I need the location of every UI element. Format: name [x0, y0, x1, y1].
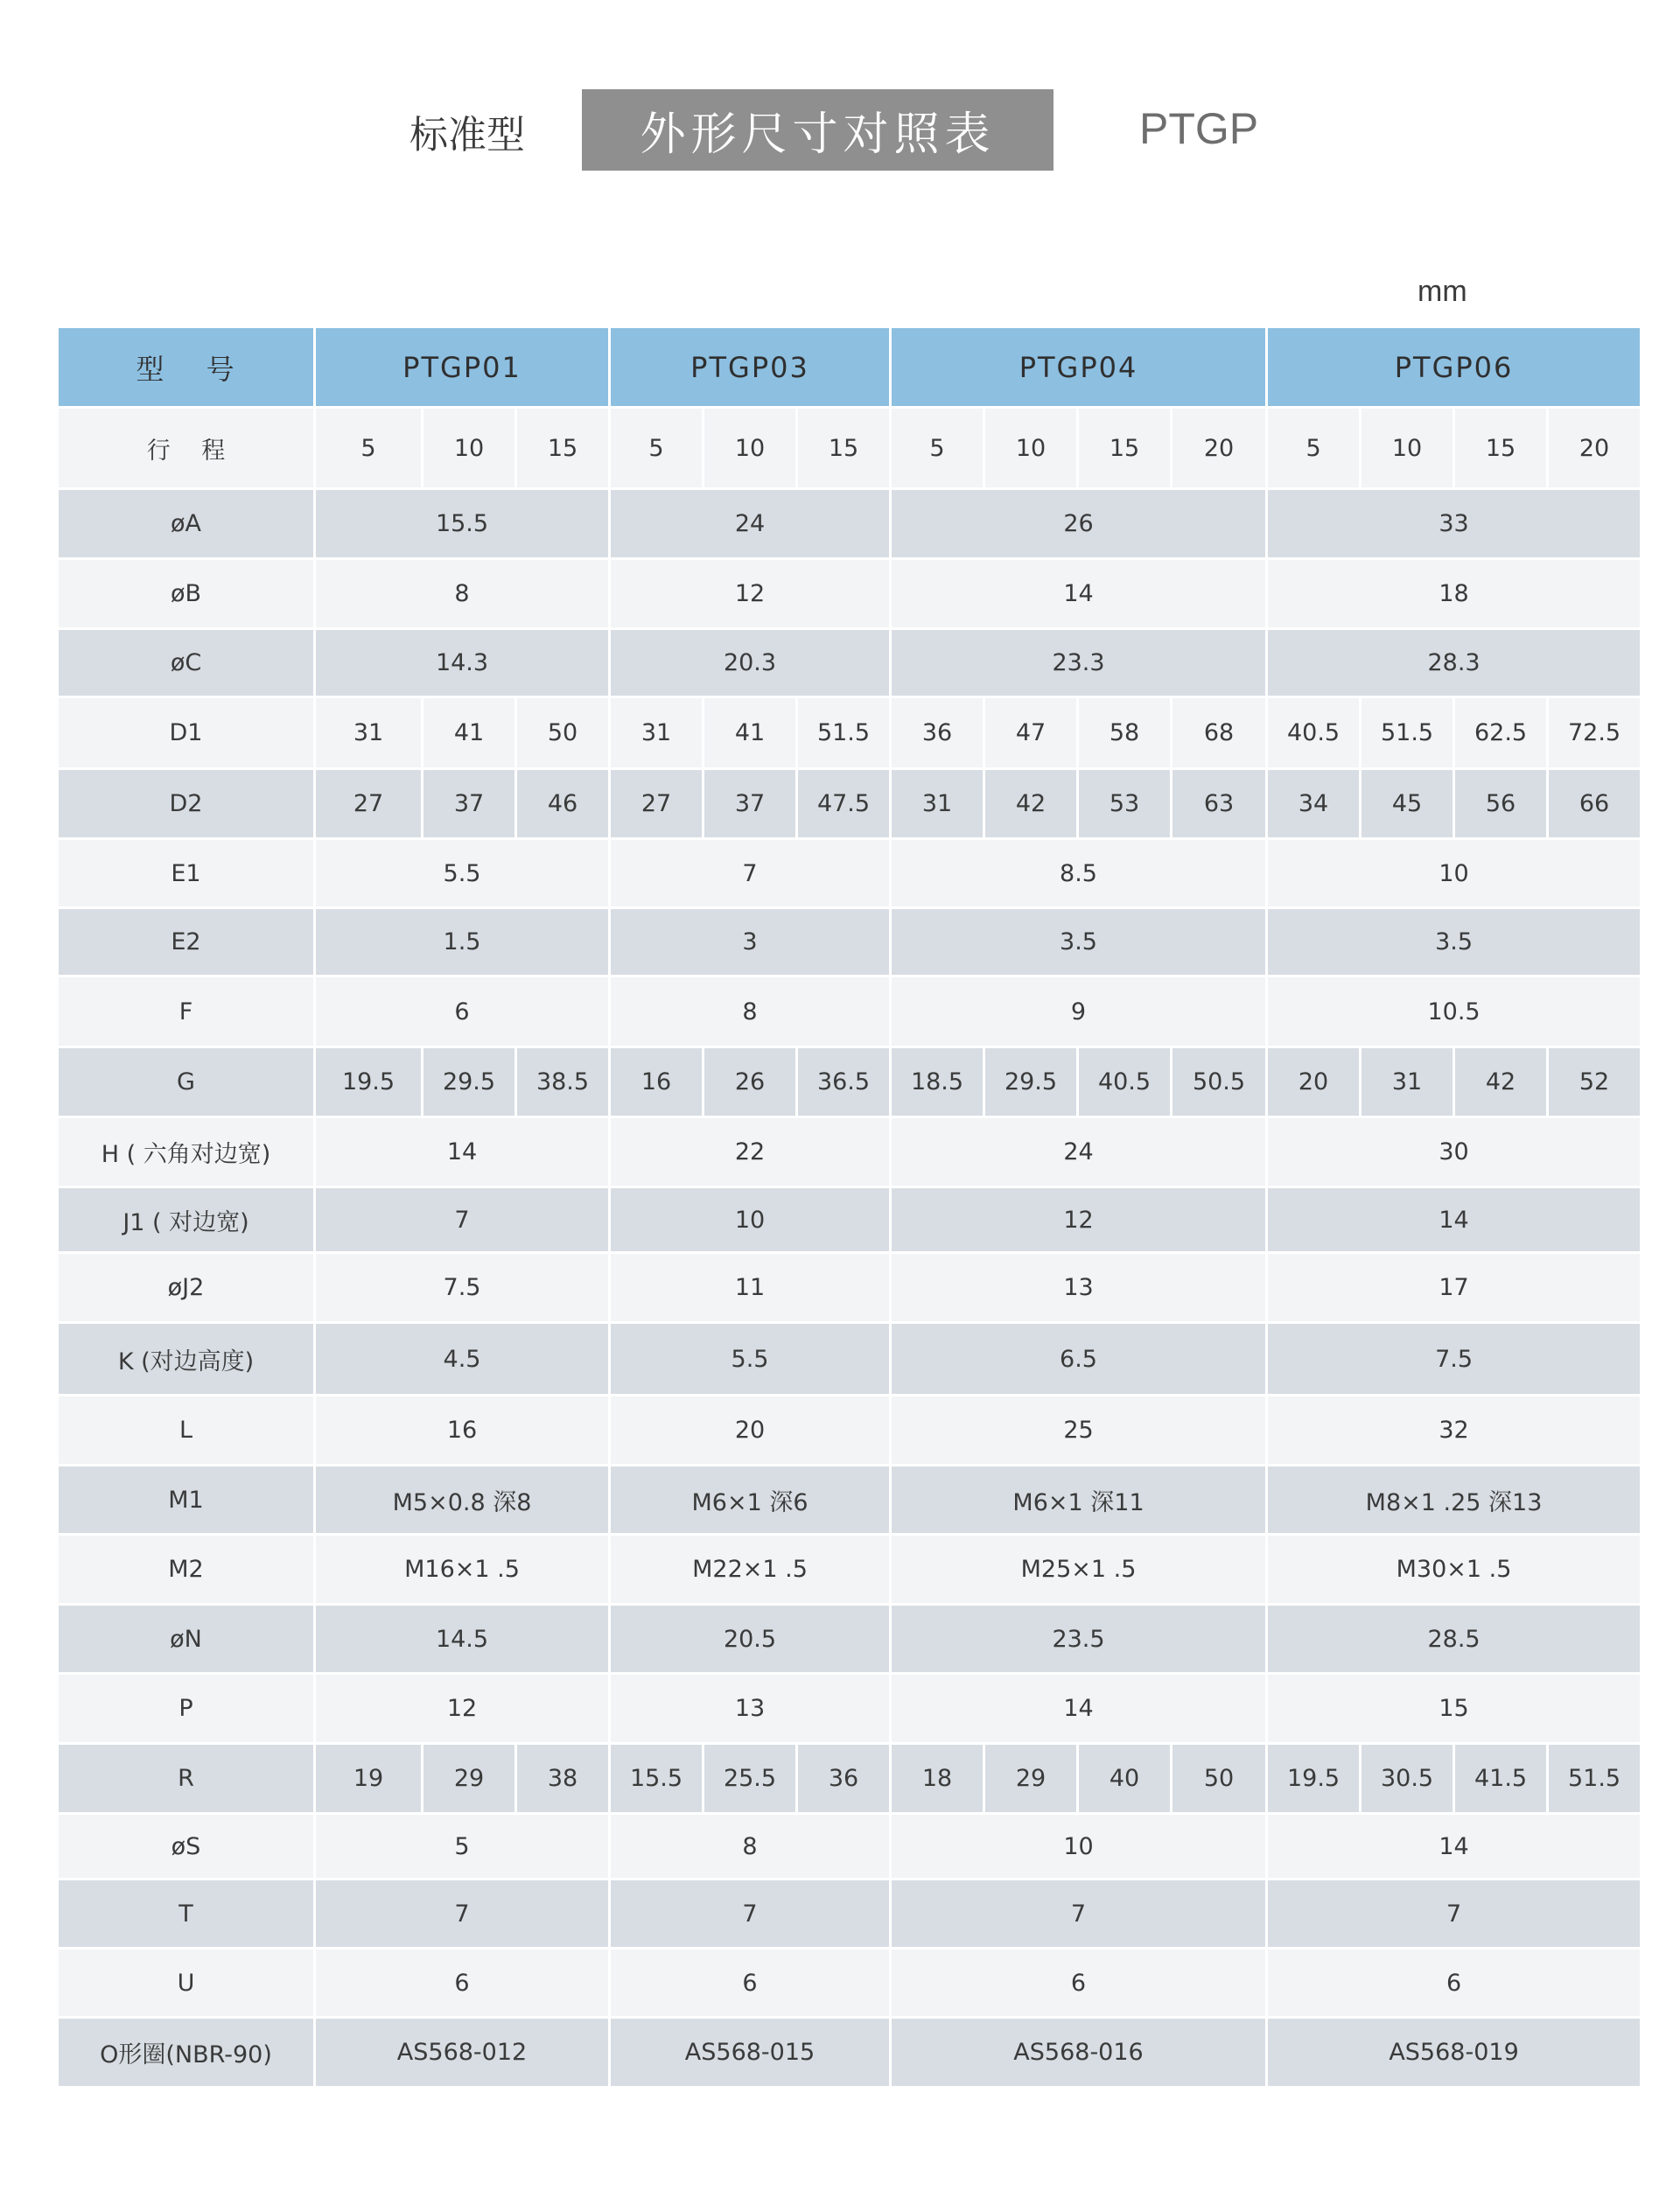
- cell-value: 14: [891, 559, 1267, 629]
- cell-value: 20.5: [610, 1605, 891, 1674]
- stroke-value: 15: [797, 408, 891, 489]
- cell-value: 14: [891, 1674, 1267, 1744]
- row-label: øC: [58, 629, 315, 697]
- stroke-value: 5: [891, 408, 984, 489]
- stroke-value: 10: [423, 408, 516, 489]
- cell-value: 34: [1267, 769, 1361, 839]
- cell-value: 31: [1361, 1047, 1454, 1117]
- row-label: K (对边高度): [58, 1323, 315, 1396]
- stroke-value: 20: [1172, 408, 1267, 489]
- table-row: [58, 1880, 1642, 1949]
- table-row: [58, 1187, 1642, 1253]
- row-label: M1: [58, 1466, 315, 1535]
- stroke-value: 15: [1078, 408, 1172, 489]
- stroke-value: 10: [704, 408, 797, 489]
- cell-value: 36: [797, 1744, 891, 1814]
- table-row: [58, 1323, 1642, 1396]
- cell-value: AS568-019: [1267, 2018, 1642, 2088]
- row-label: H ( 六角对边宽): [58, 1117, 315, 1187]
- cell-value: AS568-012: [315, 2018, 610, 2088]
- row-label: øS: [58, 1814, 315, 1880]
- stroke-value: 15: [1454, 408, 1548, 489]
- cell-value: 56: [1454, 769, 1548, 839]
- row-label: P: [58, 1674, 315, 1744]
- cell-value: 26: [891, 489, 1267, 559]
- cell-value: 11: [610, 1253, 891, 1323]
- cell-value: 41: [704, 697, 797, 769]
- row-label: T: [58, 1880, 315, 1949]
- model-header: PTGP04: [891, 327, 1267, 408]
- cell-value: 7.5: [315, 1253, 610, 1323]
- cell-value: 6: [610, 1949, 891, 2018]
- cell-value: 14: [1267, 1814, 1642, 1880]
- cell-value: 68: [1172, 697, 1267, 769]
- cell-value: 3: [610, 908, 891, 976]
- cell-value: 20.3: [610, 629, 891, 697]
- dimension-table: [56, 326, 1642, 2089]
- cell-value: 5.5: [315, 839, 610, 908]
- stroke-label: 行 程: [58, 408, 315, 489]
- table-row: [58, 839, 1642, 908]
- cell-value: 52: [1548, 1047, 1642, 1117]
- cell-value: 9: [891, 976, 1267, 1047]
- cell-value: 51.5: [1361, 697, 1454, 769]
- cell-value: 10: [891, 1814, 1267, 1880]
- unit-label: mm: [1418, 275, 1467, 308]
- row-label: R: [58, 1744, 315, 1814]
- table-row: [58, 629, 1642, 697]
- cell-value: 30: [1267, 1117, 1642, 1187]
- cell-value: 12: [610, 559, 891, 629]
- cell-value: 36.5: [797, 1047, 891, 1117]
- cell-value: M16×1 .5: [315, 1535, 610, 1605]
- row-label: F: [58, 976, 315, 1047]
- cell-value: 37: [423, 769, 516, 839]
- cell-value: 23.5: [891, 1605, 1267, 1674]
- table-row: [58, 1117, 1642, 1187]
- cell-value: 4.5: [315, 1323, 610, 1396]
- cell-value: 50: [1172, 1744, 1267, 1814]
- model-label: 型 号: [58, 327, 315, 408]
- cell-value: 14.3: [315, 629, 610, 697]
- model-header: PTGP03: [610, 327, 891, 408]
- cell-value: 12: [891, 1187, 1267, 1253]
- cell-value: M5×0.8 深8: [315, 1466, 610, 1535]
- cell-value: 29.5: [423, 1047, 516, 1117]
- row-label: G: [58, 1047, 315, 1117]
- row-label: U: [58, 1949, 315, 2018]
- cell-value: 19.5: [315, 1047, 423, 1117]
- stroke-value: 15: [516, 408, 610, 489]
- cell-value: 6.5: [891, 1323, 1267, 1396]
- cell-value: 28.3: [1267, 629, 1642, 697]
- cell-value: 3.5: [1267, 908, 1642, 976]
- cell-value: 45: [1361, 769, 1454, 839]
- cell-value: 18.5: [891, 1047, 984, 1117]
- cell-value: 15: [1267, 1674, 1642, 1744]
- table-row: [58, 976, 1642, 1047]
- cell-value: 32: [1267, 1396, 1642, 1466]
- cell-value: 18: [1267, 559, 1642, 629]
- cell-value: 38.5: [516, 1047, 610, 1117]
- cell-value: 8: [610, 976, 891, 1047]
- cell-value: 41.5: [1454, 1744, 1548, 1814]
- cell-value: 14.5: [315, 1605, 610, 1674]
- cell-value: 51.5: [1548, 1744, 1642, 1814]
- table-row: [58, 1047, 1642, 1117]
- cell-value: 14: [315, 1117, 610, 1187]
- table-row: [58, 908, 1642, 976]
- cell-value: 14: [1267, 1187, 1642, 1253]
- cell-value: 6: [1267, 1949, 1642, 2018]
- cell-value: 17: [1267, 1253, 1642, 1323]
- row-label: L: [58, 1396, 315, 1466]
- cell-value: M30×1 .5: [1267, 1535, 1642, 1605]
- page-title: 外形尺寸对照表: [582, 89, 1054, 171]
- cell-value: 50.5: [1172, 1047, 1267, 1117]
- cell-value: 26: [704, 1047, 797, 1117]
- cell-value: 7: [1267, 1880, 1642, 1949]
- cell-value: 19.5: [1267, 1744, 1361, 1814]
- cell-value: 58: [1078, 697, 1172, 769]
- table-row: [58, 1674, 1642, 1744]
- cell-value: 6: [315, 1949, 610, 2018]
- stroke-value: 20: [1548, 408, 1642, 489]
- cell-value: 66: [1548, 769, 1642, 839]
- cell-value: 20: [610, 1396, 891, 1466]
- cell-value: 30.5: [1361, 1744, 1454, 1814]
- cell-value: 46: [516, 769, 610, 839]
- row-label: J1 ( 对边宽): [58, 1187, 315, 1253]
- cell-value: 36: [891, 697, 984, 769]
- cell-value: 16: [315, 1396, 610, 1466]
- stroke-value: 10: [984, 408, 1078, 489]
- cell-value: 3.5: [891, 908, 1267, 976]
- row-label: øJ2: [58, 1253, 315, 1323]
- cell-value: 25.5: [704, 1744, 797, 1814]
- table-row: [58, 769, 1642, 839]
- cell-value: 1.5: [315, 908, 610, 976]
- cell-value: 42: [984, 769, 1078, 839]
- table-row: [58, 1396, 1642, 1466]
- cell-value: 42: [1454, 1047, 1548, 1117]
- cell-value: 10: [1267, 839, 1642, 908]
- cell-value: 7.5: [1267, 1323, 1642, 1396]
- cell-value: 31: [891, 769, 984, 839]
- cell-value: 8.5: [891, 839, 1267, 908]
- cell-value: 40.5: [1078, 1047, 1172, 1117]
- cell-value: 53: [1078, 769, 1172, 839]
- cell-value: 63: [1172, 769, 1267, 839]
- cell-value: M25×1 .5: [891, 1535, 1267, 1605]
- cell-value: 6: [315, 976, 610, 1047]
- row-label: øN: [58, 1605, 315, 1674]
- cell-value: 15.5: [610, 1744, 704, 1814]
- cell-value: 10: [610, 1187, 891, 1253]
- cell-value: 31: [610, 697, 704, 769]
- cell-value: M6×1 深6: [610, 1466, 891, 1535]
- row-label: D2: [58, 769, 315, 839]
- cell-value: 33: [1267, 489, 1642, 559]
- table-row: [58, 1814, 1642, 1880]
- cell-value: M22×1 .5: [610, 1535, 891, 1605]
- cell-value: 27: [315, 769, 423, 839]
- cell-value: 24: [610, 489, 891, 559]
- cell-value: 20: [1267, 1047, 1361, 1117]
- cell-value: 7: [610, 839, 891, 908]
- model-header: PTGP06: [1267, 327, 1642, 408]
- cell-value: 51.5: [797, 697, 891, 769]
- cell-value: 8: [315, 559, 610, 629]
- cell-value: 6: [891, 1949, 1267, 2018]
- model-header: PTGP01: [315, 327, 610, 408]
- page-subtitle-left: 标准型: [410, 113, 525, 158]
- row-label: E1: [58, 839, 315, 908]
- cell-value: 50: [516, 697, 610, 769]
- table-row: [58, 1605, 1642, 1674]
- stroke-value: 5: [1267, 408, 1361, 489]
- cell-value: M6×1 深11: [891, 1466, 1267, 1535]
- cell-value: 7: [315, 1187, 610, 1253]
- cell-value: 22: [610, 1117, 891, 1187]
- cell-value: 29: [984, 1744, 1078, 1814]
- stroke-value: 5: [610, 408, 704, 489]
- table-header-row: [58, 327, 1642, 408]
- cell-value: 8: [610, 1814, 891, 1880]
- cell-value: 47.5: [797, 769, 891, 839]
- series-name: PTGP: [1139, 104, 1259, 153]
- cell-value: 7: [610, 1880, 891, 1949]
- cell-value: 62.5: [1454, 697, 1548, 769]
- cell-value: 5.5: [610, 1323, 891, 1396]
- stroke-value: 10: [1361, 408, 1454, 489]
- cell-value: 72.5: [1548, 697, 1642, 769]
- stroke-value: 5: [315, 408, 423, 489]
- cell-value: 18: [891, 1744, 984, 1814]
- table-row: [58, 559, 1642, 629]
- cell-value: 19: [315, 1744, 423, 1814]
- row-label: D1: [58, 697, 315, 769]
- cell-value: 27: [610, 769, 704, 839]
- cell-value: 10.5: [1267, 976, 1642, 1047]
- cell-value: 15.5: [315, 489, 610, 559]
- cell-value: 25: [891, 1396, 1267, 1466]
- cell-value: 29: [423, 1744, 516, 1814]
- table-row: [58, 1253, 1642, 1323]
- cell-value: 37: [704, 769, 797, 839]
- row-label: O形圈(NBR-90): [58, 2018, 315, 2088]
- cell-value: 47: [984, 697, 1078, 769]
- table-row: [58, 1744, 1642, 1814]
- cell-value: 40: [1078, 1744, 1172, 1814]
- cell-value: 40.5: [1267, 697, 1361, 769]
- table-row: [58, 2018, 1642, 2088]
- cell-value: 13: [891, 1253, 1267, 1323]
- cell-value: 5: [315, 1814, 610, 1880]
- table-row: [58, 697, 1642, 769]
- cell-value: 7: [891, 1880, 1267, 1949]
- cell-value: 13: [610, 1674, 891, 1744]
- cell-value: M8×1 .25 深13: [1267, 1466, 1642, 1535]
- cell-value: 38: [516, 1744, 610, 1814]
- row-label: E2: [58, 908, 315, 976]
- cell-value: AS568-016: [891, 2018, 1267, 2088]
- cell-value: AS568-015: [610, 2018, 891, 2088]
- cell-value: 16: [610, 1047, 704, 1117]
- row-label: øB: [58, 559, 315, 629]
- cell-value: 24: [891, 1117, 1267, 1187]
- cell-value: 7: [315, 1880, 610, 1949]
- cell-value: 29.5: [984, 1047, 1078, 1117]
- cell-value: 23.3: [891, 629, 1267, 697]
- table-row: [58, 1949, 1642, 2018]
- table-row: [58, 1535, 1642, 1605]
- cell-value: 41: [423, 697, 516, 769]
- row-label: M2: [58, 1535, 315, 1605]
- table-row: [58, 489, 1642, 559]
- cell-value: 12: [315, 1674, 610, 1744]
- row-label: øA: [58, 489, 315, 559]
- cell-value: 28.5: [1267, 1605, 1642, 1674]
- stroke-row: [58, 408, 1642, 489]
- cell-value: 31: [315, 697, 423, 769]
- table-row: [58, 1466, 1642, 1535]
